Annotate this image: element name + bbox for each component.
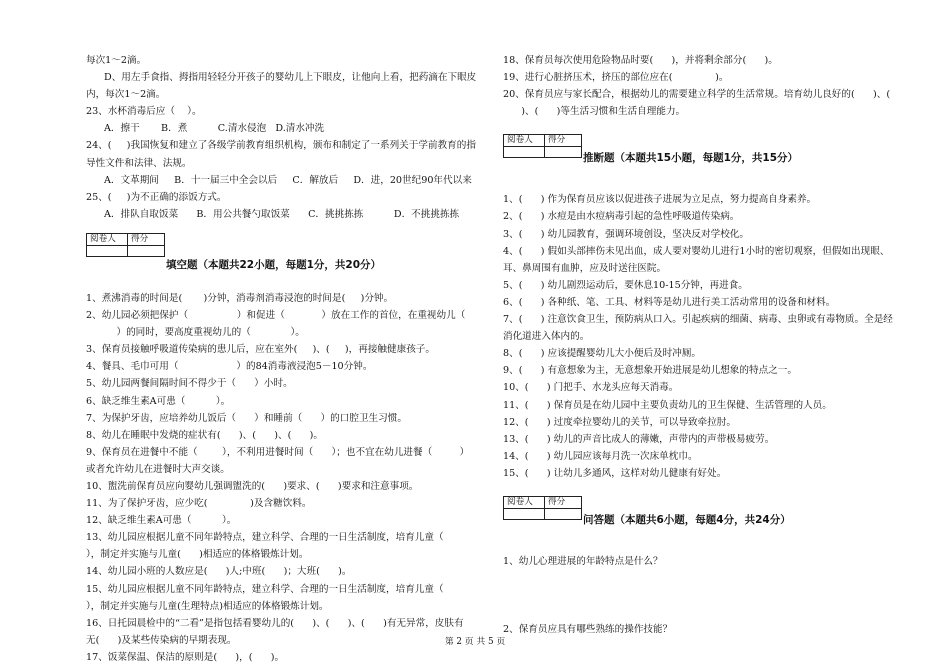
- judge-line: 7、( ) 注意饮食卫生，预防病从口入。引起疾病的细菌、病毒、虫卵或有毒物质。全是经: [503, 314, 893, 326]
- qa-section-title: 问答题（本题共6小题，每题4分，共24分）: [583, 513, 791, 526]
- grader-cell[interactable]: [87, 245, 128, 256]
- fill-line: 无( )及某些传染病的早期表现。: [86, 634, 237, 646]
- left-column: [86, 52, 476, 666]
- judge-line: 1、( ) 作为保育员应该以促进孩子进展为立足点，努力提高自身素养。: [503, 194, 817, 206]
- judge-line: 耳、鼻周围有血肿，应及时送往医院。: [503, 262, 667, 274]
- fill-line: 17、饭菜保温、保洁的原则是( )，( )。: [86, 651, 285, 663]
- grader-label: 阅卷人: [504, 135, 545, 147]
- right-column: [503, 52, 903, 638]
- page-footer: 第 2 页 共 5 页: [444, 637, 506, 647]
- fill-line: 10、盥洗前保育员应向婴幼儿强调盥洗的( )要求、( )要求和注意事项。: [86, 480, 419, 492]
- left-line: 每次1～2滴。: [86, 55, 147, 66]
- judge-line: 2、( ) 水痘是由水痘病毒引起的急性呼吸道传染病。: [503, 211, 740, 223]
- question-25: 25、( )为不正确的添饭方式。: [86, 191, 227, 203]
- judge-section-title: 推断题（本题共15小题，每题1分，共15分）: [583, 152, 799, 165]
- judge-line: 6、( ) 各种纸、笔、工具、材料等是幼儿进行美工活动常用的设备和材料。: [503, 296, 836, 308]
- fill-line: 3、保育员接触呼吸道传染病的患儿后，应在室外( )、( )，再接触健康孩子。: [86, 344, 435, 356]
- grader-cell[interactable]: [504, 147, 545, 158]
- judge-line: 10、( ) 门把手、水龙头应每天消毒。: [503, 382, 679, 394]
- question-25-options: A．排队自取饭菜 B．用公共餐勺取饭菜 C．挑挑拣拣 D．不挑挑拣拣: [104, 208, 460, 220]
- qa-section-header: [503, 496, 903, 536]
- fill-section-title: 填空题（本题共22小题，每题1分，共20分）: [166, 258, 382, 271]
- judge-section-header: [503, 134, 903, 174]
- fill-line: ），制定并实施与儿童(生理特点)相适应的体格锻炼计划。: [86, 600, 329, 612]
- fill-line: ）的同时，要高度重视幼儿的（ ）。: [86, 327, 305, 339]
- fill-line: 5、幼儿园两餐间隔时间不得少于（ ）小时。: [86, 378, 293, 390]
- fill-line: 9、保育员在进餐中不能（ ），不利用进餐时间（ ）；也不宜在幼儿进餐（ ）: [86, 446, 470, 458]
- score-cell[interactable]: [128, 245, 165, 256]
- score-box: [86, 233, 165, 257]
- grader-label: 阅卷人: [504, 496, 545, 508]
- judge-line: 15、( ) 让幼儿多通风，这样对幼儿健康有好处。: [503, 467, 727, 479]
- fill-line: 1、煮沸消毒的时间是( )分钟，消毒剂消毒浸泡的时间是( )分钟。: [86, 292, 394, 304]
- fill-line: 12、缺乏维生素A可患（ ）。: [86, 515, 237, 527]
- judge-line: 5、( ) 幼儿剧烈运动后，要休息10-15分钟，再进食。: [503, 279, 748, 291]
- judge-line: 13、( ) 幼儿的声音比成人的薄嫩，声带内的声带极易疲劳。: [503, 433, 775, 445]
- fill-line: 2、幼儿园必须把保护（ ）和促进（ ）放在工作的首位，在重视幼儿（: [86, 310, 466, 322]
- judge-line: 12、( ) 过度牵拉婴幼儿的关节，可以导致牵拉肘。: [503, 416, 736, 428]
- left-line: D、用左手食指、拇指用轻轻分开孩子的婴幼儿上下眼皮，让他向上看，把药滴在下眼皮: [104, 72, 476, 84]
- grader-cell[interactable]: [504, 508, 545, 519]
- left-line: 内，每次1～2滴。: [86, 89, 166, 101]
- judge-line: 4、( ) 假如头部摔伤未见出血，成人要对婴幼儿进行1小时的密切观察，但假如出现眼、: [503, 245, 890, 257]
- qa-question-1: 1、幼儿心理进展的年龄特点是什么？: [503, 555, 663, 567]
- question-24-cont: 导性文件和法律、法规。: [86, 157, 192, 169]
- fill-line: 16、日托园晨检中的“二看”是指包括看婴幼儿的( )、( )、( )有无异常，皮肤有: [86, 617, 464, 629]
- fill-line: 13、幼儿园应根据儿童不同年龄特点，建立科学、合理的一日生活制度，培育儿童（: [86, 532, 444, 544]
- score-label: 得分: [128, 233, 165, 245]
- fill-line: 4、餐具、毛巾可用（ ）的84消毒液浸泡5－10分钟。: [86, 361, 373, 373]
- judge-line: 消化道进入体内的。: [503, 331, 590, 343]
- score-label: 得分: [545, 135, 582, 147]
- fill-section-header: [86, 233, 476, 273]
- score-box: [503, 496, 582, 520]
- fill-line: ），制定并实施与儿童( )相适应的体格锻炼计划。: [86, 549, 309, 561]
- qa-question-2: 2、保育员应具有哪些熟练的操作技能？: [503, 624, 673, 636]
- fill-line: 7、为保护牙齿，应培养幼儿饭后（ ）和睡前（ ）的口腔卫生习惯。: [86, 412, 407, 424]
- judge-line: 8、( ) 应该提醒婴幼儿大小便后及时冲厕。: [503, 348, 702, 360]
- fill-line: 或者允许幼儿在进餐时大声交谈。: [86, 463, 230, 475]
- fill-line: 11、为了保护牙齿，应少吃( )及含糖饮料。: [86, 498, 312, 510]
- question-23: 23、水杯消毒后应（ ）。: [86, 106, 202, 118]
- question-20-cont: )、( )等生活习惯和生活自理能力。: [503, 106, 686, 118]
- score-cell[interactable]: [545, 147, 582, 158]
- judge-line: 11、( ) 保育员是在幼儿园中主要负责幼儿的卫生保健、生活管理的人员。: [503, 399, 832, 411]
- score-box: [503, 134, 582, 158]
- judge-line: 9、( ) 有意想象为主，无意想象开始进展是幼儿想象的特点之一。: [503, 365, 797, 377]
- fill-line: 6、缺乏维生素A可患（ ）。: [86, 395, 231, 407]
- question-24: 24、( )我国恢复和建立了各级学前教育组织机构，颁布和制定了一系列关于学前教育的指: [86, 140, 476, 152]
- question-19: 19、进行心脏挤压术，挤压的部位应在( )。: [503, 72, 729, 84]
- score-label: 得分: [545, 496, 582, 508]
- judge-line: 14、( ) 幼儿园应该每月洗一次床单枕巾。: [503, 450, 698, 462]
- question-24-options: A．文革期间 B．十一届三中全会以后 C．解放后 D．进，20世纪90年代以来: [104, 174, 472, 186]
- question-20: 20、保育员应与家长配合，根据幼儿的需要建立科学的生活常规。培育幼儿良好的( )、(: [503, 89, 891, 101]
- fill-line: 15、幼儿园应根据儿童不同年龄特点，建立科学、合理的一日生活制度，培育儿童（: [86, 583, 468, 595]
- score-cell[interactable]: [545, 508, 582, 519]
- fill-line: 14、幼儿园小班的人数应是( )人;中班( )；大班( )。: [86, 566, 352, 578]
- grader-label: 阅卷人: [87, 233, 128, 245]
- judge-line: 3、( ) 幼儿园教育，强调环境创设，坚决反对学校化。: [503, 228, 749, 240]
- question-23-options: A．擦干 B．煮 C.清水侵泡 D.清水冲洗: [104, 123, 325, 135]
- question-18: 18、保育员每次使用危险物品时要( )，并将剩余部分( )。: [503, 55, 778, 66]
- fill-line: 8、幼儿在睡眠中发烧的症状有( )、( )、( )。: [86, 429, 323, 441]
